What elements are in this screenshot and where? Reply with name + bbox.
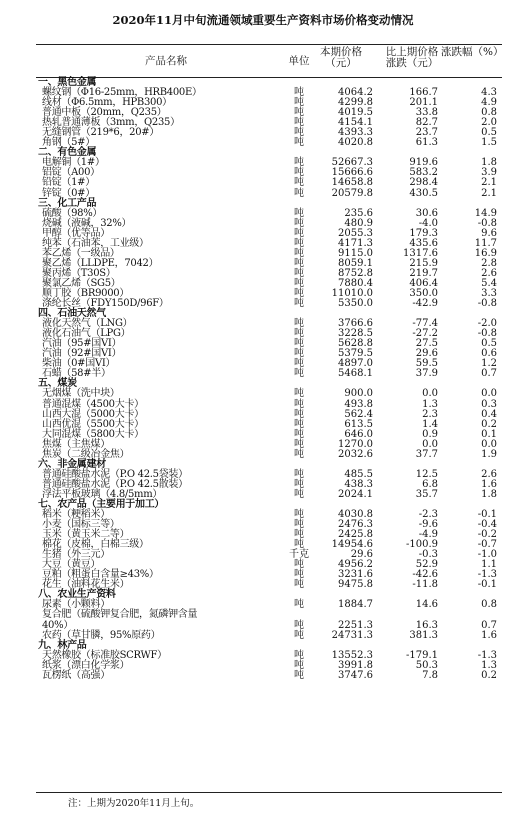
cell-change: -2.3 (418, 509, 438, 521)
cell-product-name: 豆粕（粗蛋白含量≥43%） (42, 569, 159, 581)
cell-product-name: 九、林产品 (38, 639, 87, 651)
cell-change-percent: 16.9 (474, 247, 497, 259)
cell-unit: 吨 (294, 559, 304, 571)
cell-change-percent: 1.1 (481, 559, 497, 571)
cell-change-percent: 14.9 (474, 207, 497, 219)
cell-change-percent: 0.1 (481, 428, 497, 440)
cell-change-percent: -1.3 (477, 649, 497, 661)
cell-unit: 吨 (294, 348, 304, 360)
cell-product-name: 无烟煤（洗中块） (42, 388, 120, 400)
cell-product-name: 山西大混（5000大卡） (42, 408, 144, 420)
table-row (36, 631, 502, 641)
cell-unit: 吨 (294, 177, 304, 189)
cell-change-percent: 1.6 (481, 629, 497, 641)
cell-change-percent: 11.7 (474, 237, 497, 249)
cell-product-name: 石蜡（58#半） (42, 368, 111, 380)
cell-change: 406.4 (409, 277, 438, 289)
header-unit: 单位 (288, 55, 310, 67)
cell-change-percent: 3.9 (481, 167, 497, 179)
cell-change: 16.3 (415, 619, 438, 631)
cell-product-name: 一、黑色金属 (38, 77, 97, 88)
cell-product-name: 涤纶长丝（FDY150D/96F） (42, 298, 169, 310)
cell-product-name: 汽油（95#国VI） (42, 338, 122, 350)
cell-unit: 吨 (294, 388, 304, 400)
cell-price: 900.0 (344, 388, 373, 400)
cell-change: 583.2 (409, 167, 438, 179)
cell-change: 33.8 (415, 107, 438, 119)
cell-unit: 吨 (294, 247, 304, 259)
cell-product-name: 农药（草甘膦，95%原药） (42, 629, 161, 641)
cell-price: 4020.8 (338, 137, 373, 149)
cell-change-percent: 0.8 (481, 107, 497, 119)
cell-unit: 吨 (294, 649, 304, 661)
cell-price: 438.3 (344, 478, 373, 490)
cell-price: 4154.1 (338, 117, 373, 129)
cell-unit: 吨 (294, 398, 304, 410)
cell-change: 201.1 (409, 97, 438, 109)
cell-product-name: 复合肥（硫酸钾复合肥，氮磷钾含量 (42, 609, 198, 621)
cell-product-name: 液化天然气（LNG） (42, 318, 133, 330)
cell-price: 4171.3 (338, 237, 373, 249)
cell-unit: 吨 (294, 478, 304, 490)
cell-unit: 吨 (294, 217, 304, 229)
table-header (36, 45, 502, 78)
cell-unit: 吨 (294, 298, 304, 310)
cell-product-name: 铝锭（A00） (42, 167, 100, 179)
cell-unit: 吨 (294, 428, 304, 440)
cell-price: 2024.1 (338, 488, 373, 500)
cell-change-percent: 0.5 (481, 127, 497, 139)
cell-price: 9115.0 (338, 247, 373, 259)
cell-product-name: 小麦（国标三等） (42, 519, 120, 531)
cell-change-percent: 0.3 (481, 398, 497, 410)
cell-unit: 吨 (294, 509, 304, 521)
cell-price: 480.9 (344, 217, 373, 229)
cell-change: 37.7 (415, 448, 438, 460)
cell-unit: 吨 (294, 358, 304, 370)
cell-price: 2425.8 (338, 529, 373, 541)
cell-change-percent: 1.8 (481, 157, 497, 169)
cell-product-name: 玉米（黄玉米二等） (42, 529, 130, 541)
cell-product-name: 螺纹钢（Φ16-25mm，HRB400E） (42, 87, 202, 99)
header-change-percent: 涨跌幅（%） (441, 46, 504, 58)
cell-change-percent: 2.0 (481, 117, 497, 129)
cell-product-name: 聚乙烯（LLDPE，7042） (42, 257, 159, 269)
cell-change-percent: -1.3 (477, 569, 497, 581)
cell-unit: 吨 (294, 227, 304, 239)
cell-change: -27.2 (412, 328, 438, 340)
cell-unit: 吨 (294, 659, 304, 671)
cell-change-percent: 1.2 (481, 358, 497, 370)
cell-product-name: 稻米（粳稻米） (42, 509, 110, 521)
cell-change: -4.9 (418, 529, 438, 541)
cell-unit: 吨 (294, 97, 304, 109)
cell-product-name: 线材（Φ6.5mm，HPB300） (42, 97, 172, 109)
cell-price: 9475.8 (338, 579, 373, 591)
cell-change: 0.0 (422, 388, 438, 400)
cell-unit: 吨 (294, 629, 304, 641)
cell-price: 646.0 (344, 428, 373, 440)
cell-change-percent: 0.7 (481, 368, 497, 380)
cell-unit: 吨 (294, 669, 304, 681)
cell-change: 0.9 (422, 428, 438, 440)
cell-price: 4299.8 (338, 97, 373, 109)
cell-unit: 吨 (294, 117, 304, 129)
cell-change: 59.5 (415, 358, 438, 370)
cell-price: 15666.6 (331, 167, 373, 179)
cell-price: 4030.8 (338, 509, 373, 521)
cell-change: 298.4 (409, 177, 438, 189)
cell-change: 23.7 (415, 127, 438, 139)
page-title: 2020年11月中旬流通领域重要生产资料市场价格变动情况 (112, 13, 414, 27)
cell-unit: 吨 (294, 257, 304, 269)
cell-change-percent: 2.8 (481, 257, 497, 269)
cell-change: 35.7 (415, 488, 438, 500)
cell-change: 179.3 (409, 227, 438, 239)
cell-product-name: 聚氯乙烯（SG5） (42, 277, 121, 289)
cell-unit: 吨 (294, 488, 304, 500)
cell-unit: 吨 (294, 318, 304, 330)
cell-product-name: 四、石油天然气 (38, 308, 106, 320)
header-price: 本期价格（元） (320, 46, 362, 69)
cell-unit: 吨 (294, 167, 304, 179)
cell-change: 0.0 (422, 438, 438, 450)
price-table (36, 44, 502, 681)
cell-change: 12.5 (415, 468, 438, 480)
cell-change: -179.1 (405, 649, 438, 661)
cell-change-percent: -0.8 (477, 217, 497, 229)
cell-product-name: 六、非金属建材 (38, 458, 106, 470)
cell-change-percent: 4.3 (481, 87, 497, 99)
cell-product-name: 顺丁胶（BR9000） (42, 287, 130, 299)
cell-change-percent: 1.6 (481, 478, 497, 490)
cell-price: 4064.2 (338, 87, 373, 99)
cell-unit: 吨 (294, 619, 304, 631)
cell-change-percent: -0.7 (477, 539, 497, 551)
cell-change-percent: -0.4 (477, 519, 497, 531)
cell-product-name: 液化石油气（LPG） (42, 328, 131, 340)
cell-price: 3766.6 (338, 318, 373, 330)
cell-product-name: 大同混煤（5800大卡） (42, 428, 144, 440)
cell-price: 4897.0 (338, 358, 373, 370)
header-change: 比上期价格涨跌（元） (385, 46, 439, 69)
cell-product-name: 苯乙烯（一级品） (42, 247, 120, 259)
cell-product-name: 花生（油料花生米） (42, 579, 130, 591)
cell-unit: 吨 (294, 579, 304, 591)
cell-price: 3991.8 (338, 659, 373, 671)
cell-change: -11.8 (412, 579, 438, 591)
cell-price: 2476.3 (338, 519, 373, 531)
cell-product-name: 七、农产品（主要用于加工） (38, 498, 165, 510)
cell-change-percent: -2.0 (477, 318, 497, 330)
cell-change-percent: -0.2 (477, 529, 497, 541)
table-row (36, 671, 502, 681)
cell-change-percent: 0.7 (481, 619, 497, 631)
bottom-rule (36, 792, 502, 793)
cell-product-name: 八、农业生产资料 (38, 589, 116, 601)
cell-change: 219.7 (409, 267, 438, 279)
cell-change-percent: 3.3 (481, 287, 497, 299)
footnote: 注：上期为2020年11月上旬。 (68, 798, 200, 809)
cell-product-name: 天然橡胶（标准胶SCRWF） (42, 649, 167, 661)
cell-change: 215.9 (409, 257, 438, 269)
cell-unit: 吨 (294, 338, 304, 350)
cell-price: 2055.3 (338, 227, 373, 239)
cell-change: 919.6 (409, 157, 438, 169)
cell-change: 14.6 (415, 599, 438, 611)
cell-unit: 吨 (294, 207, 304, 219)
table-row (36, 189, 502, 199)
cell-unit: 吨 (294, 519, 304, 531)
cell-price: 29.6 (350, 549, 373, 561)
cell-change: -0.3 (418, 549, 438, 561)
cell-price: 5350.0 (338, 298, 373, 310)
cell-price: 4393.3 (338, 127, 373, 139)
cell-product-name: 锌锭（0#） (42, 187, 95, 199)
cell-change: 7.8 (422, 669, 438, 681)
cell-change: 6.8 (422, 478, 438, 490)
cell-price: 1884.7 (338, 599, 373, 611)
cell-product-name: 硫酸（98%） (42, 207, 103, 219)
cell-change: 30.6 (415, 207, 438, 219)
cell-change: 381.3 (409, 629, 438, 641)
cell-change: 1317.6 (403, 247, 438, 259)
cell-change-percent: 1.9 (481, 448, 497, 460)
cell-change-percent: 0.4 (481, 408, 497, 420)
cell-change-percent: -0.1 (477, 509, 497, 521)
cell-product-name: 汽油（92#国VI） (42, 348, 122, 360)
cell-change: 430.5 (409, 187, 438, 199)
cell-unit: 吨 (294, 438, 304, 450)
cell-product-name: 生猪（外三元） (42, 549, 110, 561)
cell-product-name: 二、有色金属 (38, 147, 97, 159)
cell-unit: 吨 (294, 157, 304, 169)
cell-price: 4956.2 (338, 559, 373, 571)
cell-price: 235.6 (344, 207, 373, 219)
cell-product-name: 铅锭（1#） (42, 177, 95, 189)
cell-unit: 吨 (294, 127, 304, 139)
cell-product-name: 纸浆（漂白化学浆） (42, 659, 130, 671)
cell-unit: 吨 (294, 107, 304, 119)
cell-change-percent: -1.0 (477, 549, 497, 561)
cell-product-name: 纯苯（石油苯，工业级） (42, 237, 149, 249)
cell-product-name: 普通中板（20mm，Q235） (42, 107, 167, 119)
cell-price: 4019.5 (338, 107, 373, 119)
cell-product-name: 柴油（0#国VI） (42, 358, 116, 370)
cell-product-name: 山西优混（5500大卡） (42, 418, 144, 430)
cell-unit: 吨 (294, 87, 304, 99)
cell-change: 435.6 (409, 237, 438, 249)
cell-price: 5628.8 (338, 338, 373, 350)
cell-product-name: 焦炭（二级冶金焦） (42, 448, 130, 460)
cell-price: 14658.8 (331, 177, 373, 189)
cell-product-name: 棉花（皮棉，白棉三级） (42, 539, 149, 551)
cell-change: -100.9 (405, 539, 438, 551)
cell-change: 29.6 (415, 348, 438, 360)
cell-price: 3231.6 (338, 569, 373, 581)
cell-product-name: 三、化工产品 (38, 197, 97, 209)
cell-unit: 吨 (294, 468, 304, 480)
cell-unit: 吨 (294, 529, 304, 541)
cell-price: 52667.3 (331, 157, 373, 169)
cell-change-percent: 0.2 (481, 418, 497, 430)
cell-change: 27.5 (415, 338, 438, 350)
cell-price: 613.5 (344, 418, 373, 430)
cell-change: 166.7 (409, 87, 438, 99)
cell-unit: 吨 (294, 137, 304, 149)
cell-change: -9.6 (418, 519, 438, 531)
cell-product-name: 普通硅酸盐水泥（P.O 42.5散装） (42, 478, 188, 490)
cell-change-percent: 0.2 (481, 669, 497, 681)
cell-unit: 吨 (294, 277, 304, 289)
cell-change-percent: 0.8 (481, 599, 497, 611)
cell-product-name: 甲醇（优等品） (42, 227, 110, 239)
cell-unit: 吨 (294, 408, 304, 420)
header-product-name: 产品名称 (145, 55, 187, 67)
cell-change: -4.0 (418, 217, 438, 229)
table-row (36, 178, 502, 188)
cell-price: 24731.3 (331, 629, 373, 641)
cell-product-name: 大豆（黄豆） (42, 559, 101, 571)
table-row (36, 369, 502, 379)
cell-product-name: 聚丙烯（T30S） (42, 267, 116, 279)
cell-change-percent: 5.4 (481, 277, 497, 289)
cell-change: -42.6 (412, 569, 438, 581)
cell-price: 5379.5 (338, 348, 373, 360)
cell-product-name: 瓦楞纸（高强） (42, 669, 110, 681)
cell-unit: 吨 (294, 267, 304, 279)
cell-change-percent: 2.6 (481, 267, 497, 279)
cell-price: 13552.3 (331, 649, 373, 661)
cell-change-percent: -0.8 (477, 298, 497, 310)
cell-price: 8059.1 (338, 257, 373, 269)
cell-product-name: 无缝钢管（219*6，20#） (42, 127, 160, 139)
cell-change: 52.9 (415, 559, 438, 571)
cell-change: 1.3 (422, 398, 438, 410)
cell-product-name: 浮法平板玻璃（4.8/5mm） (42, 488, 163, 500)
cell-product-name: 角钢（5#） (42, 137, 95, 149)
cell-change: 37.9 (415, 368, 438, 380)
cell-change-percent: -0.1 (477, 579, 497, 591)
cell-product-name: 烧碱（液碱，32%） (42, 217, 132, 229)
cell-unit: 吨 (294, 287, 304, 299)
cell-unit: 吨 (294, 539, 304, 551)
cell-unit: 吨 (294, 187, 304, 199)
cell-change: 61.3 (415, 137, 438, 149)
cell-unit: 吨 (294, 368, 304, 380)
cell-unit: 吨 (294, 418, 304, 430)
cell-price: 485.5 (344, 468, 373, 480)
cell-product-name: 五、煤炭 (38, 378, 77, 390)
cell-unit: 吨 (294, 328, 304, 340)
cell-price: 5468.1 (338, 368, 373, 380)
cell-change-percent: 0.5 (481, 338, 497, 350)
cell-price: 1270.0 (338, 438, 373, 450)
cell-change-percent: -0.8 (477, 328, 497, 340)
cell-change-percent: 1.5 (481, 137, 497, 149)
cell-product-name: 尿素（小颗料） (42, 599, 110, 611)
cell-product-name: 普通硅酸盐水泥（P.O 42.5袋装） (42, 468, 188, 480)
cell-price: 2251.3 (338, 619, 373, 631)
cell-price: 562.4 (344, 408, 373, 420)
table-body (36, 78, 502, 681)
cell-change-percent: 9.6 (481, 227, 497, 239)
cell-product-name: 焦煤（主焦煤） (42, 438, 110, 450)
cell-change-percent: 2.6 (481, 468, 497, 480)
cell-price: 8752.8 (338, 267, 373, 279)
cell-change: 1.4 (422, 418, 438, 430)
cell-product-name: 热轧普通薄板（3mm，Q235） (42, 117, 180, 129)
cell-price: 7880.4 (338, 277, 373, 289)
cell-price: 3747.6 (338, 669, 373, 681)
cell-change: 50.3 (415, 659, 438, 671)
table-row (36, 389, 502, 399)
cell-price: 11010.0 (331, 287, 373, 299)
cell-change-percent: 0.0 (481, 438, 497, 450)
cell-product-name: 电解铜（1#） (42, 157, 105, 169)
cell-unit: 吨 (294, 237, 304, 249)
cell-price: 493.8 (344, 398, 373, 410)
cell-unit: 吨 (294, 599, 304, 611)
cell-unit: 千克 (289, 549, 309, 561)
cell-change-percent: 1.8 (481, 488, 497, 500)
cell-unit: 吨 (294, 569, 304, 581)
cell-change-percent: 1.3 (481, 659, 497, 671)
cell-price: 20579.8 (331, 187, 373, 199)
cell-product-name: 40%） (42, 619, 74, 631)
cell-change-percent: 0.0 (481, 388, 497, 400)
cell-change-percent: 2.1 (481, 177, 497, 189)
cell-change: 82.7 (415, 117, 438, 129)
cell-change-percent: 2.1 (481, 187, 497, 199)
cell-change: -77.4 (412, 318, 438, 330)
cell-price: 3228.5 (338, 328, 373, 340)
cell-change: 350.0 (409, 287, 438, 299)
cell-unit: 吨 (294, 448, 304, 460)
cell-price: 2032.6 (338, 448, 373, 460)
cell-product-name: 普通混煤（4500大卡） (42, 398, 144, 410)
cell-price: 14954.6 (331, 539, 373, 551)
cell-change: 2.3 (422, 408, 438, 420)
table-row (36, 138, 502, 148)
cell-change-percent: 0.6 (481, 348, 497, 360)
cell-change-percent: 4.9 (481, 97, 497, 109)
cell-change: -42.9 (412, 298, 438, 310)
